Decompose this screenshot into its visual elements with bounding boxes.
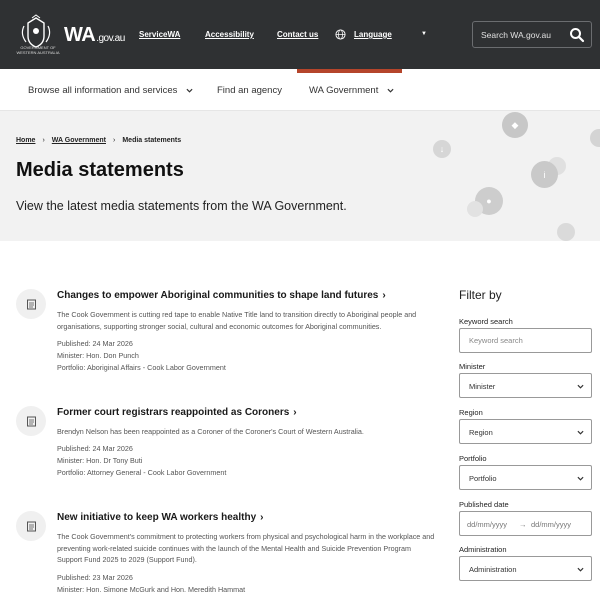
date-from-input[interactable]: dd/mm/yyyy (467, 520, 508, 529)
published-date-range (459, 511, 592, 536)
globe-icon (335, 29, 346, 40)
statement-title: New initiative to keep WA workers healthy (57, 512, 257, 523)
servicewa-link[interactable]: ServiceWA (139, 30, 181, 39)
nav-browse-label: Browse all information and services (28, 85, 178, 96)
site-search-input[interactable] (473, 22, 568, 47)
statement-summary: The Cook Government is cutting red tape to enable Native Title land to transition directly to Aboriginal people and organisations, supporting stronger social, cultural and economic outcomes for Aboriginal communities. (57, 310, 417, 331)
keyword-label: Keyword search (459, 317, 513, 326)
chevron-down-icon (186, 87, 193, 94)
brand-suffix: .gov.au (96, 33, 125, 44)
date-to-input[interactable]: dd/mm/yyyy (531, 520, 572, 529)
breadcrumb-home[interactable]: Home (16, 137, 36, 144)
breadcrumb-wa-government[interactable]: WA Government (51, 137, 106, 144)
breadcrumb-separator: › (113, 137, 116, 144)
statement-portfolio: Portfolio: Aboriginal Affairs - Cook Labor Government (57, 363, 226, 372)
chevron-right-icon: › (260, 512, 264, 523)
chevron-down-icon (577, 475, 584, 482)
accessibility-link[interactable]: Accessibility (205, 30, 254, 39)
info-bubble-icon: i (531, 161, 558, 188)
document-icon (16, 406, 46, 436)
nav-wa-government-label: WA Government (309, 85, 379, 96)
statement-title: Changes to empower Aboriginal communities to shape land futures (57, 290, 379, 301)
chevron-down-icon (577, 383, 584, 390)
nav-find-agency[interactable] (217, 85, 282, 96)
nav-active-indicator (297, 69, 402, 73)
page-description: View the latest media statements from the WA Government. (16, 199, 347, 213)
region-label: Region (459, 408, 483, 417)
chevron-down-icon (577, 429, 584, 436)
person-bubble-icon: ● (475, 187, 503, 215)
site-search (472, 21, 592, 48)
minister-select-value: Minister (469, 382, 496, 391)
statement-title-link[interactable] (57, 512, 263, 523)
language-selector[interactable]: Language (354, 30, 392, 39)
administration-select[interactable] (459, 556, 592, 581)
language-caret-icon[interactable]: ▼ (421, 31, 427, 37)
filter-title: Filter by (459, 288, 502, 302)
document-icon (16, 511, 46, 541)
page-title: Media statements (16, 159, 184, 181)
minister-select[interactable] (459, 373, 592, 398)
decor-bubble-icon (557, 223, 575, 241)
chevron-right-icon: › (293, 407, 297, 418)
crest-caption: GOVERNMENT OF WESTERN AUSTRALIA (16, 45, 60, 55)
statement-title: Former court registrars reappointed as Coroners (57, 407, 290, 418)
minister-label: Minister (459, 362, 486, 371)
published-date-label: Published date (459, 500, 509, 509)
keyword-search-input[interactable] (459, 328, 592, 353)
statement-title-link[interactable] (57, 290, 386, 301)
chevron-down-icon (387, 87, 394, 94)
layers-bubble-icon: ◆ (502, 112, 528, 138)
list-item (16, 406, 436, 486)
site-wordmark[interactable] (64, 24, 125, 47)
administration-select-value: Administration (469, 565, 517, 574)
nav-find-agency-label: Find an agency (217, 85, 282, 96)
decor-bubble-icon (590, 129, 600, 147)
chevron-down-icon (577, 566, 584, 573)
download-bubble-icon: ↓ (433, 140, 451, 158)
statement-minister: Minister: Hon. Dr Tony Buti (57, 456, 143, 465)
statement-published: Published: 24 Mar 2026 (57, 444, 133, 453)
region-select-value: Region (469, 428, 493, 437)
statement-summary: Brendyn Nelson has been reappointed as a Coroner of the Coroner's Court of Western Australia. (57, 427, 364, 436)
breadcrumb-current: Media statements (122, 137, 182, 144)
nav-wa-government[interactable] (309, 85, 394, 96)
document-icon (16, 289, 46, 319)
date-range-arrow-icon: → (519, 520, 527, 529)
statement-minister: Minister: Hon. Don Punch (57, 351, 139, 360)
statement-summary: The Cook Government's commitment to protecting workers from physical and psychological harm in the workplace and preventing work-related suicide continues with the launch of the Mental Health and Suicide Prevention Program Support Fund 2025 to 2029 (Support Fund). (57, 532, 435, 564)
breadcrumb (16, 137, 181, 144)
list-item (16, 511, 436, 600)
statement-published: Published: 23 Mar 2026 (57, 573, 133, 582)
brand-text: WA (64, 24, 96, 46)
top-bar (0, 0, 600, 69)
contact-us-link[interactable]: Contact us (277, 30, 319, 39)
chevron-right-icon: › (382, 290, 386, 301)
statement-title-link[interactable] (57, 407, 297, 418)
list-item (16, 289, 436, 379)
statement-published: Published: 24 Mar 2026 (57, 339, 133, 348)
portfolio-label: Portfolio (459, 454, 487, 463)
administration-label: Administration (459, 545, 507, 554)
statement-portfolio: Portfolio: Attorney General - Cook Labor Government (57, 468, 227, 477)
main-nav (0, 69, 600, 111)
nav-browse-services[interactable] (28, 85, 193, 96)
breadcrumb-separator: › (42, 137, 45, 144)
search-icon[interactable] (569, 27, 585, 43)
statement-minister: Minister: Hon. Simone McGurk and Hon. Meredith Hammat (57, 585, 246, 594)
portfolio-select[interactable] (459, 465, 592, 490)
region-select[interactable] (459, 419, 592, 444)
hero-banner (0, 111, 600, 241)
decor-bubble-icon (467, 201, 483, 217)
portfolio-select-value: Portfolio (469, 474, 497, 483)
